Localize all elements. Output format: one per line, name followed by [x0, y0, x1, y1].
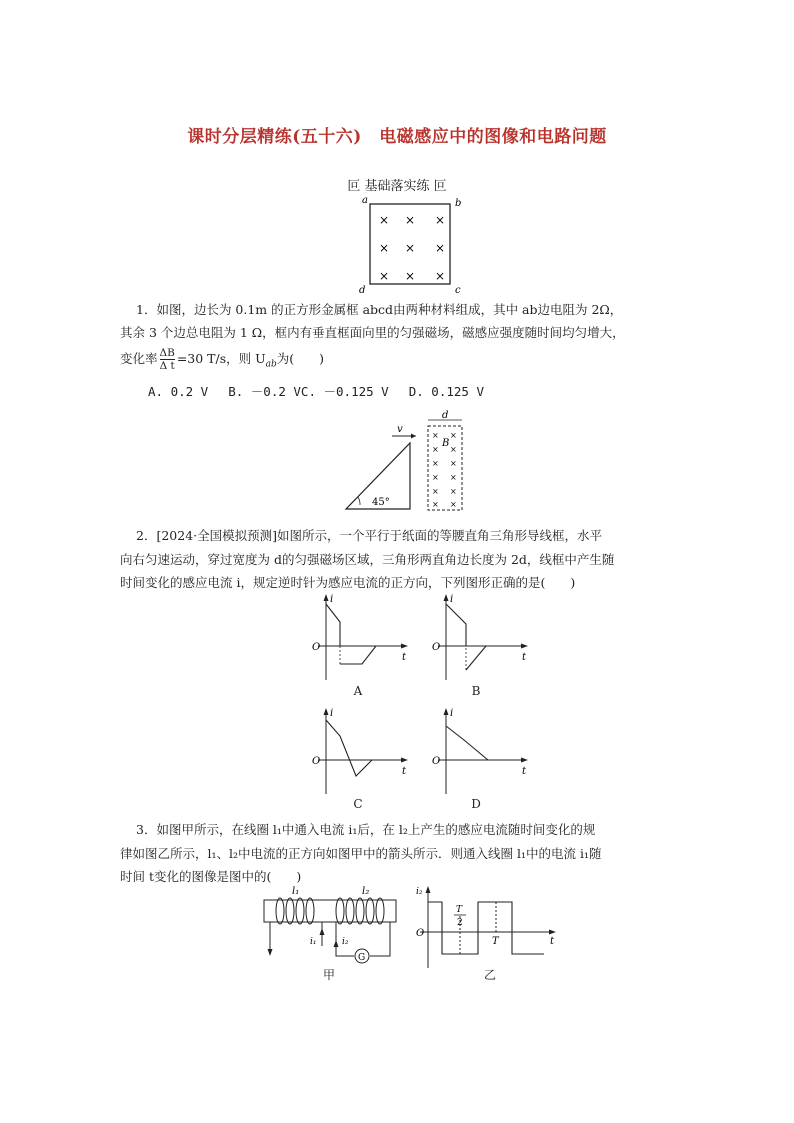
corner-d: d — [359, 285, 366, 294]
cross: × — [432, 500, 439, 509]
width-label: d — [442, 410, 449, 421]
q2-line3: 时间变化的感应电流 i，规定逆时针为感应电流的正方向，下列图形正确的是( ) — [120, 575, 576, 590]
period-T-label: T — [492, 936, 499, 947]
magnetic-field-crosses — [379, 213, 445, 283]
cross: × — [435, 213, 446, 227]
q3-line3: 时间 t变化的图像是图中的( ) — [120, 869, 302, 884]
fraction-denominator: Δ t — [159, 360, 175, 372]
graph-curve — [326, 604, 340, 646]
velocity-arrowhead — [411, 434, 416, 439]
q1-line2: 其余 3 个边总电阻为 1 Ω，框内有垂直框面向里的匀强磁场，磁感应强度随时间均匀增大， — [120, 325, 625, 340]
q1-square-figure — [356, 194, 466, 294]
axis-arrow — [549, 930, 556, 935]
cross: × — [379, 269, 390, 283]
graph-curve — [446, 726, 488, 760]
choice-A: A — [353, 684, 363, 698]
l2-label: l₂ — [362, 886, 370, 897]
coil-l1 — [276, 898, 314, 924]
t-label: t — [550, 936, 555, 947]
page-title: 课时分层精练(五十六) 电磁感应中的图像和电路问题 — [187, 127, 607, 147]
axis-arrow — [401, 758, 408, 763]
q3-line1: 3．如图甲所示，在线圈 l₁中通入电流 i₁后，在 l₂上产生的感应电流随时间变化的规 — [136, 822, 596, 837]
q2-triangle-figure — [340, 410, 480, 516]
i-label: i — [450, 594, 454, 605]
q1-line1: 1．如图，边长为 0.1m 的正方形金属框 abcd由两种材料组成，其中 ab边电阻为 2Ω， — [136, 302, 623, 317]
corner-a: a — [362, 195, 368, 206]
i-label: i — [330, 708, 334, 719]
cross: × — [432, 487, 439, 496]
fraction-numerator: ΔB — [159, 347, 175, 359]
q1-question-end: 为( ) — [276, 351, 325, 366]
cross: × — [450, 500, 457, 509]
graph-curve — [326, 720, 372, 776]
cross: × — [450, 487, 457, 496]
cross: × — [450, 445, 457, 454]
origin-label: O — [416, 928, 425, 939]
graph-curve — [340, 646, 376, 664]
q2-line2: 向右匀速运动，穿过宽度为 d的匀强磁场区域，三角形两直角边长度为 2d，线框中产生随 — [120, 552, 615, 567]
axis-arrow — [444, 708, 449, 715]
figure-yi-caption: 乙 — [483, 968, 496, 982]
t-label: t — [402, 652, 407, 663]
axis-arrow — [444, 594, 449, 601]
square-wave — [428, 902, 544, 954]
corner-c: c — [455, 285, 461, 294]
current-arrow — [320, 928, 325, 935]
origin-label: O — [312, 756, 321, 767]
q3-line2: 律如图乙所示，l₁、l₂中电流的正方向如图甲中的箭头所示．则通入线圈 l₁中的电流 i₁随 — [120, 846, 602, 861]
origin-label: O — [432, 642, 441, 653]
i2-label: i₂ — [342, 937, 349, 947]
graph-A — [304, 592, 414, 684]
q1-options: A. 0.2 V B. －0.2 VC. －0.125 V D. 0.125 V — [148, 384, 484, 399]
q1-subscript: ab — [265, 359, 277, 370]
current-arrow — [268, 949, 273, 956]
l1-label: l₁ — [292, 886, 300, 897]
graph-curve — [446, 604, 466, 646]
origin-label: O — [312, 642, 321, 653]
origin-label: O — [432, 756, 441, 767]
cross: × — [432, 473, 439, 482]
cross: × — [435, 241, 446, 255]
cross: × — [405, 269, 416, 283]
wire — [370, 922, 390, 956]
q3-coil-figure — [258, 884, 404, 970]
cross: × — [432, 459, 439, 468]
half-period-T: T — [456, 905, 463, 915]
cross: × — [450, 459, 457, 468]
half-period-2: 2 — [457, 918, 463, 928]
galvanometer-label: G — [358, 953, 366, 963]
i1-label: i₁ — [310, 937, 317, 947]
axis-arrow — [324, 708, 329, 715]
i2-axis-label: i₂ — [416, 887, 423, 897]
axis-arrow — [521, 644, 528, 649]
cross: × — [450, 473, 457, 482]
q1-fraction — [160, 347, 175, 372]
cross: × — [379, 241, 390, 255]
cross: × — [432, 431, 439, 440]
current-arrow — [334, 940, 339, 947]
axis-arrow — [521, 758, 528, 763]
t-label: t — [402, 766, 407, 777]
q2-line1: 2．[2024·全国模拟预测]如图所示，一个平行于纸面的等腰直角三角形导线框，水平 — [136, 528, 602, 543]
q1-rate-value: =30 T/s，则 U — [176, 351, 266, 366]
graph-curve — [466, 646, 486, 670]
q1-line3 — [120, 347, 680, 377]
field-B-label: B — [442, 438, 450, 449]
velocity-label: v — [397, 424, 403, 435]
choice-C: C — [353, 797, 363, 811]
axis-arrow — [324, 594, 329, 601]
cross: × — [450, 431, 457, 440]
cross: × — [405, 213, 416, 227]
graph-B — [424, 592, 534, 684]
q1-rate-label: 变化率 — [120, 351, 158, 366]
section-heading: 叵 基础落实练 叵 — [347, 179, 447, 194]
i-label: i — [330, 594, 334, 605]
i-label: i — [450, 708, 454, 719]
angle-arc — [358, 497, 360, 505]
cross: × — [435, 269, 446, 283]
cross: × — [405, 241, 416, 255]
angle-label: 45° — [372, 497, 390, 508]
cross: × — [432, 445, 439, 454]
graph-C — [304, 706, 414, 798]
t-label: t — [522, 652, 527, 663]
choice-D: D — [471, 797, 481, 811]
coil-l2 — [336, 898, 384, 924]
axis-arrow — [401, 644, 408, 649]
axis-arrow — [426, 886, 431, 893]
corner-b: b — [455, 198, 462, 209]
q3-square-wave-graph — [410, 884, 560, 970]
t-label: t — [522, 766, 527, 777]
graph-D — [424, 706, 534, 798]
cross: × — [379, 213, 390, 227]
choice-B: B — [471, 684, 481, 698]
figure-jia-caption: 甲 — [322, 968, 335, 982]
